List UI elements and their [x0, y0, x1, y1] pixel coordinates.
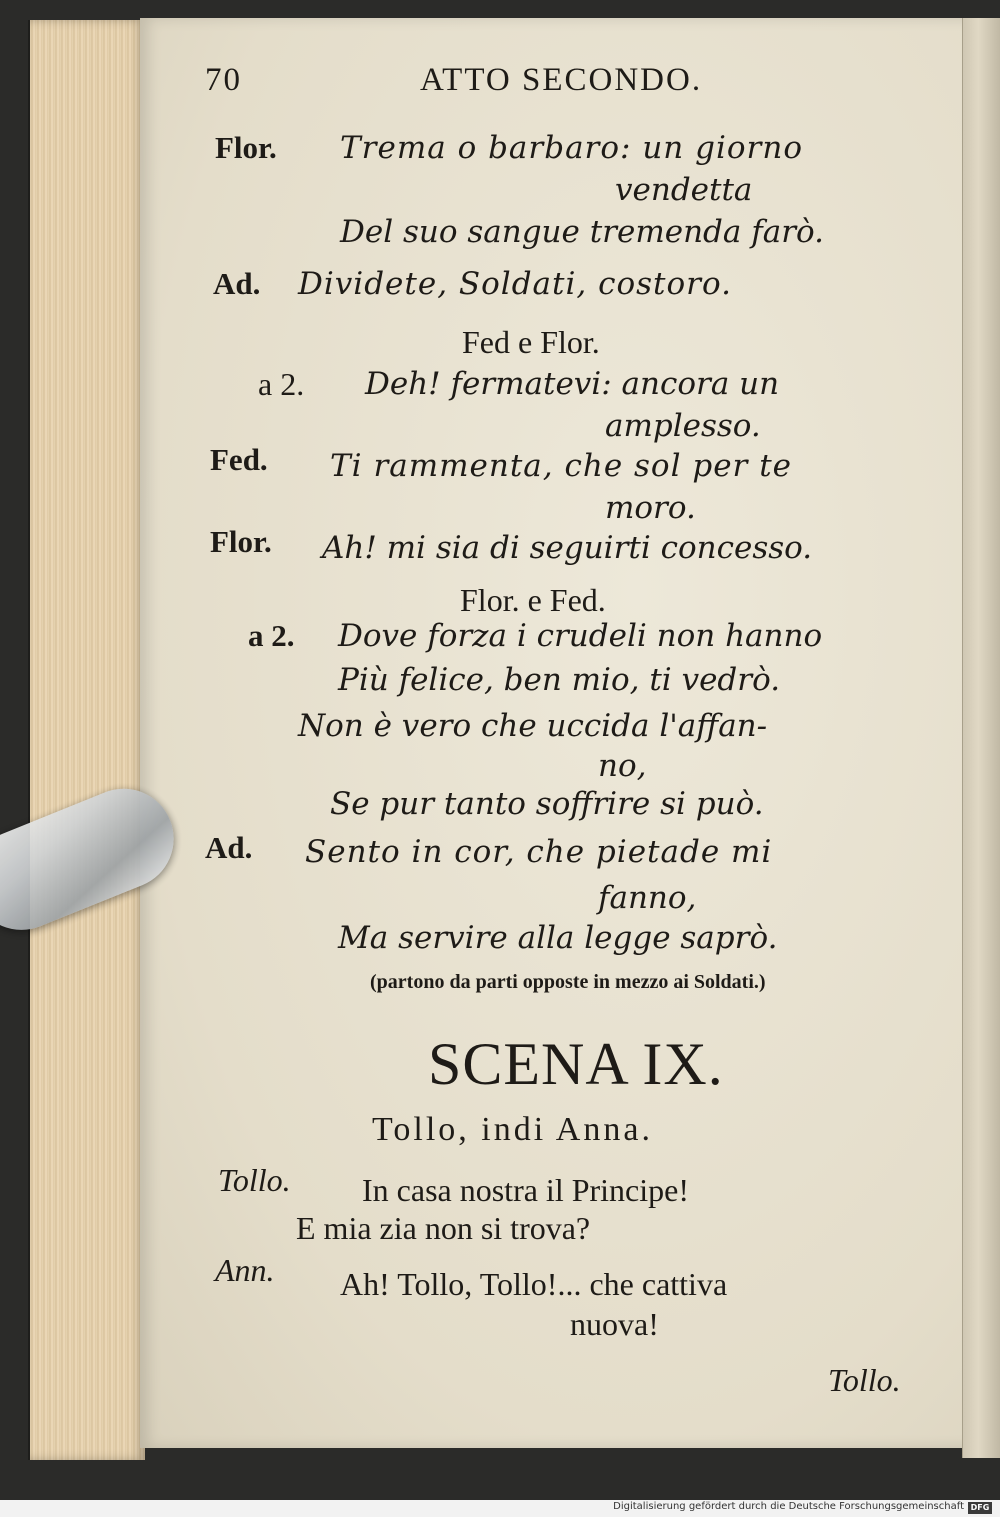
speaker-label: Flor.	[210, 524, 272, 559]
verse-line: fanno,	[598, 880, 697, 916]
verse-line: Ah! mi sia di seguirti concesso.	[322, 530, 813, 566]
catchword: Tollo.	[828, 1362, 901, 1398]
stage-direction: (partono da parti opposte in mezzo ai Soldati.)	[370, 971, 766, 993]
speaker-label: Ad.	[213, 266, 261, 301]
speaker-label: Ann.	[215, 1252, 275, 1288]
verse-line: Dove forza i crudeli non hanno	[338, 618, 823, 654]
verse-line: no,	[598, 748, 647, 784]
verse-line: vendetta	[615, 172, 753, 208]
verse-line: Del suo sangue tremenda farò.	[340, 214, 824, 250]
verse-line: Dividete, Soldati, costoro.	[298, 266, 732, 302]
speaker-label: Flor.	[215, 130, 277, 165]
verse-line: Più felice, ben mio, ti vedrò.	[338, 662, 781, 698]
speaker-label: Tollo.	[218, 1162, 291, 1198]
speaker-label: Fed.	[210, 442, 268, 477]
prose-line: E mia zia non si trova?	[296, 1210, 591, 1246]
scene-title: SCENA IX.	[428, 1031, 724, 1097]
footer-credit: Digitalisierung gefördert durch die Deutsche Forschungsgemeinschaft	[613, 1501, 964, 1512]
speaker-label: a 2.	[248, 618, 295, 653]
scene-characters: Tollo, indi Anna.	[372, 1111, 653, 1148]
prose-line: nuova!	[570, 1306, 659, 1342]
speaker-group: Fed e Flor.	[462, 324, 600, 360]
verse-line: moro.	[605, 490, 696, 526]
speaker-group: Flor. e Fed.	[460, 582, 606, 618]
page-number: 70	[205, 62, 242, 98]
running-title: ATTO SECONDO.	[420, 62, 703, 98]
verse-line: amplesso.	[605, 408, 761, 444]
dfg-logo-icon: DFG	[968, 1502, 992, 1514]
verse-line: Trema o barbaro: un giorno	[340, 130, 803, 166]
verse-line: Se pur tanto soffrire si può.	[330, 786, 764, 822]
verse-line: Non è vero che uccida l'affan-	[298, 708, 768, 744]
verse-line: Deh! fermatevi: ancora un	[365, 366, 780, 402]
verse-line: Ma servire alla legge saprò.	[338, 920, 778, 956]
verse-line: Ti rammenta, che sol per te	[330, 448, 793, 484]
prose-line: In casa nostra il Principe!	[362, 1172, 689, 1208]
speaker-label: Ad.	[205, 830, 253, 865]
verse-line: Sento in cor, che pietade mi	[305, 834, 773, 870]
prose-line: Ah! Tollo, Tollo!... che cattiva	[340, 1266, 728, 1302]
speaker-label: a 2.	[258, 366, 305, 402]
